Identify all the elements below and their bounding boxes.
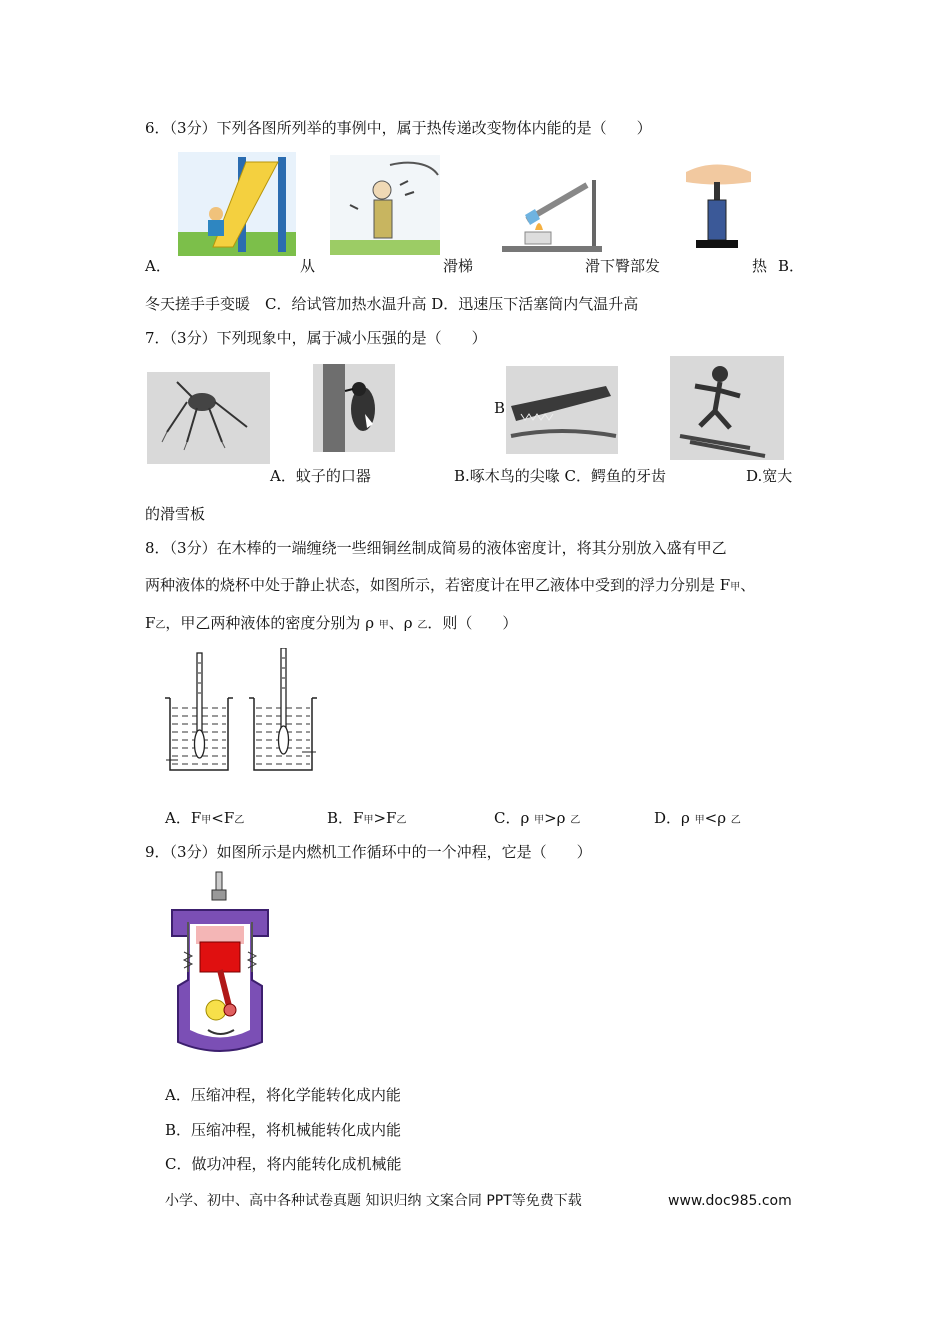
q9-option-a: A．压缩冲程，将化学能转化成内能 — [165, 1086, 401, 1104]
q9-stem: 9．（3分）如图所示是内燃机工作循环中的一个冲程，它是（ ） — [145, 843, 592, 861]
air-pump-image — [676, 152, 758, 256]
q6-option-b-label: B． — [778, 257, 805, 275]
q8-stem-line3: F乙，甲乙两种液体的密度分别为 ρ 甲、ρ 乙．则（ ） — [145, 614, 518, 632]
q8-option-d: D．ρ 甲<ρ 乙 — [654, 809, 741, 827]
q6-row1-part: 滑下臀部发 — [585, 257, 661, 275]
q6-row1-part: 从 — [300, 257, 316, 275]
engine-stroke-figure — [168, 870, 272, 1056]
q6-stem: 6．（3分）下列各图所列举的事例中，属于热传递改变物体内能的是（ ） — [145, 119, 652, 137]
q7-option-bc: B.啄木鸟的尖喙 C．鳄鱼的牙齿 — [454, 467, 667, 485]
test-tube-heating-image — [497, 160, 615, 254]
q6-option-a-label: A． — [145, 257, 171, 275]
q7-stem: 7．（3分）下列现象中，属于减小压强的是（ ） — [145, 329, 487, 347]
q7-option-d: D.宽大 — [746, 467, 793, 485]
q8-option-a: A．F甲<F乙 — [165, 809, 245, 827]
q9-option-c: C．做功冲程，将内能转化成机械能 — [165, 1155, 402, 1173]
footer-text: 小学、初中、高中各种试卷真题 知识归纳 文案合同 PPT等免费下载 — [165, 1193, 582, 1209]
q8-stem-line2: 两种液体的烧杯中处于静止状态，如图所示，若密度计在甲乙液体中受到的浮力分别是 F甲、 — [145, 576, 756, 594]
q8-stem-line1: 8．（3分）在木棒的一端缠绕一些细铜丝制成简易的液体密度计，将其分别放入盛有甲乙 — [145, 539, 727, 557]
q7-b-mark: B — [494, 399, 506, 417]
hydrometer-beakers-figure — [162, 648, 322, 774]
q6-row1-part: 滑梯 — [443, 257, 474, 275]
footer-site-link[interactable]: www.doc985.com — [668, 1193, 792, 1209]
crocodile-image — [506, 366, 618, 454]
slide-image — [178, 152, 296, 256]
rubbing-hands-image — [330, 155, 440, 255]
mosquito-image — [147, 372, 270, 464]
q6-options-row2: 冬天搓手手变暖 C．给试管加热水温升高 D．迅速压下活塞筒内气温升高 — [145, 295, 639, 313]
q6-row1-part: 热 — [752, 257, 768, 275]
woodpecker-image — [313, 364, 395, 452]
q8-option-c: C．ρ 甲>ρ 乙 — [494, 809, 581, 827]
q7-option-a: A．蚊子的口器 — [270, 467, 371, 485]
skier-image — [670, 356, 784, 460]
q7-option-d-tail: 的滑雪板 — [145, 505, 206, 523]
q9-option-b: B．压缩冲程，将机械能转化成内能 — [165, 1121, 402, 1139]
q8-option-b: B．F甲>F乙 — [327, 809, 407, 827]
